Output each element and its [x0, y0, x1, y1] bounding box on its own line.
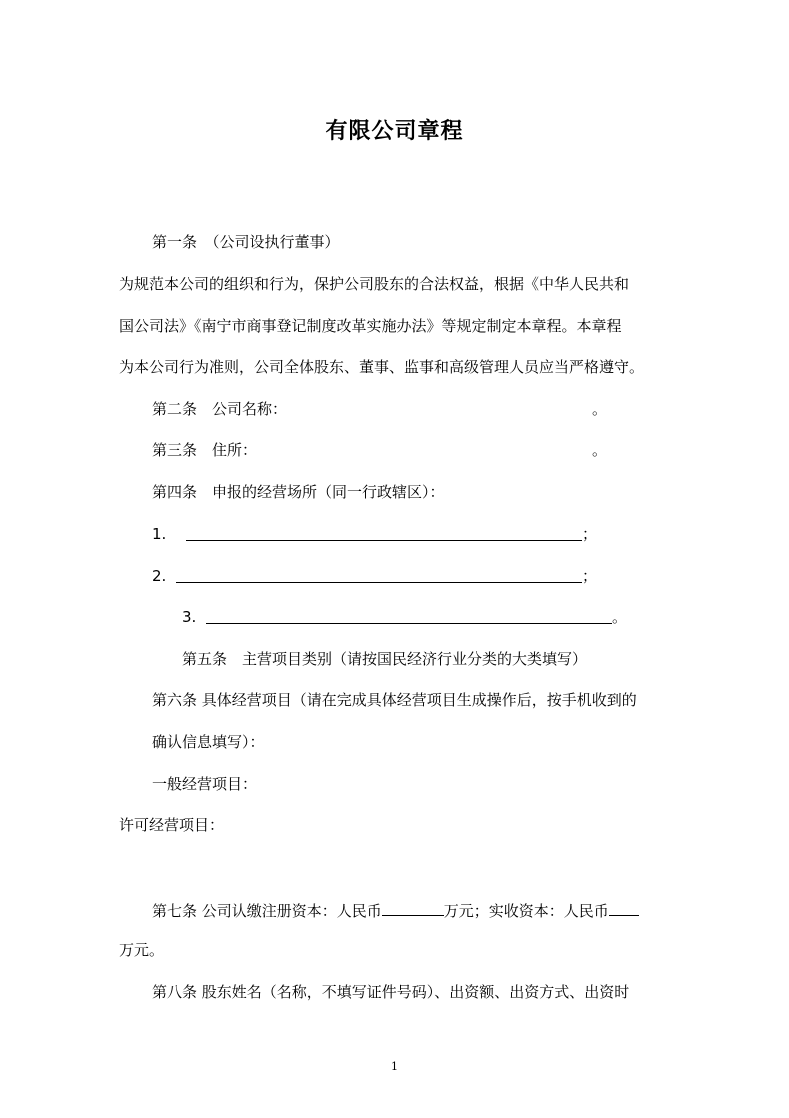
article-8-line-1: 第八条 股东姓名（名称，不填写证件号码）、出资额、出资方式、出资时 — [152, 983, 630, 1001]
article-1-body-line-1: 为规范本公司的组织和行为，保护公司股东的合法权益，根据《中华人民共和 — [119, 275, 630, 293]
article-1-body-line-3: 为本公司行为准则，公司全体股东、董事、监事和高级管理人员应当严格遵守。 — [119, 358, 645, 376]
location-item-2-blank — [176, 566, 582, 583]
article-7-part-1: 第七条 公司认缴注册资本：人民币 — [152, 902, 382, 920]
location-item-1-blank — [186, 524, 582, 541]
location-item-3-number: 3. — [182, 608, 197, 626]
article-7-line-2: 万元。 — [119, 941, 165, 959]
location-item-1-number: 1. — [152, 525, 167, 543]
article-3-label: 第三条 住所： — [152, 441, 258, 459]
article-7-line-1 — [152, 899, 639, 921]
location-item-1-end-mark: ； — [582, 525, 598, 543]
location-item-2-end-mark: ； — [582, 567, 598, 585]
article-2-label: 第二条 公司名称： — [152, 400, 288, 418]
article-1-body-line-2: 国公司法》《南宁市商事登记制度改革实施办法》等规定制定本章程。本章程 — [119, 317, 622, 335]
location-item-3-blank — [206, 607, 612, 624]
licensed-business-items: 许可经营项目： — [119, 816, 225, 834]
article-7-part-2: 万元；实收资本：人民币 — [443, 902, 609, 920]
article-4-label: 第四条 申报的经营场所（同一行政辖区）： — [152, 483, 445, 501]
article-3-end-mark: 。 — [592, 441, 608, 459]
article-1-heading: 第一条 （公司设执行董事） — [152, 233, 340, 251]
paid-in-capital-blank — [609, 899, 639, 916]
general-business-items: 一般经营项目： — [152, 775, 258, 793]
location-item-2-number: 2. — [152, 567, 167, 585]
registered-capital-blank — [382, 899, 444, 916]
article-5: 第五条 主营项目类别（请按国民经济行业分类的大类填写） — [182, 650, 588, 668]
page-title: 有限公司章程 — [325, 118, 464, 144]
page-number: 1 — [391, 1060, 398, 1073]
article-2-end-mark: 。 — [592, 400, 608, 418]
article-6-line-1: 第六条 具体经营项目（请在完成具体经营项目生成操作后，按手机收到的 — [152, 691, 637, 709]
location-item-3-end-mark: 。 — [612, 608, 628, 626]
article-6-line-2: 确认信息填写）： — [152, 733, 265, 751]
